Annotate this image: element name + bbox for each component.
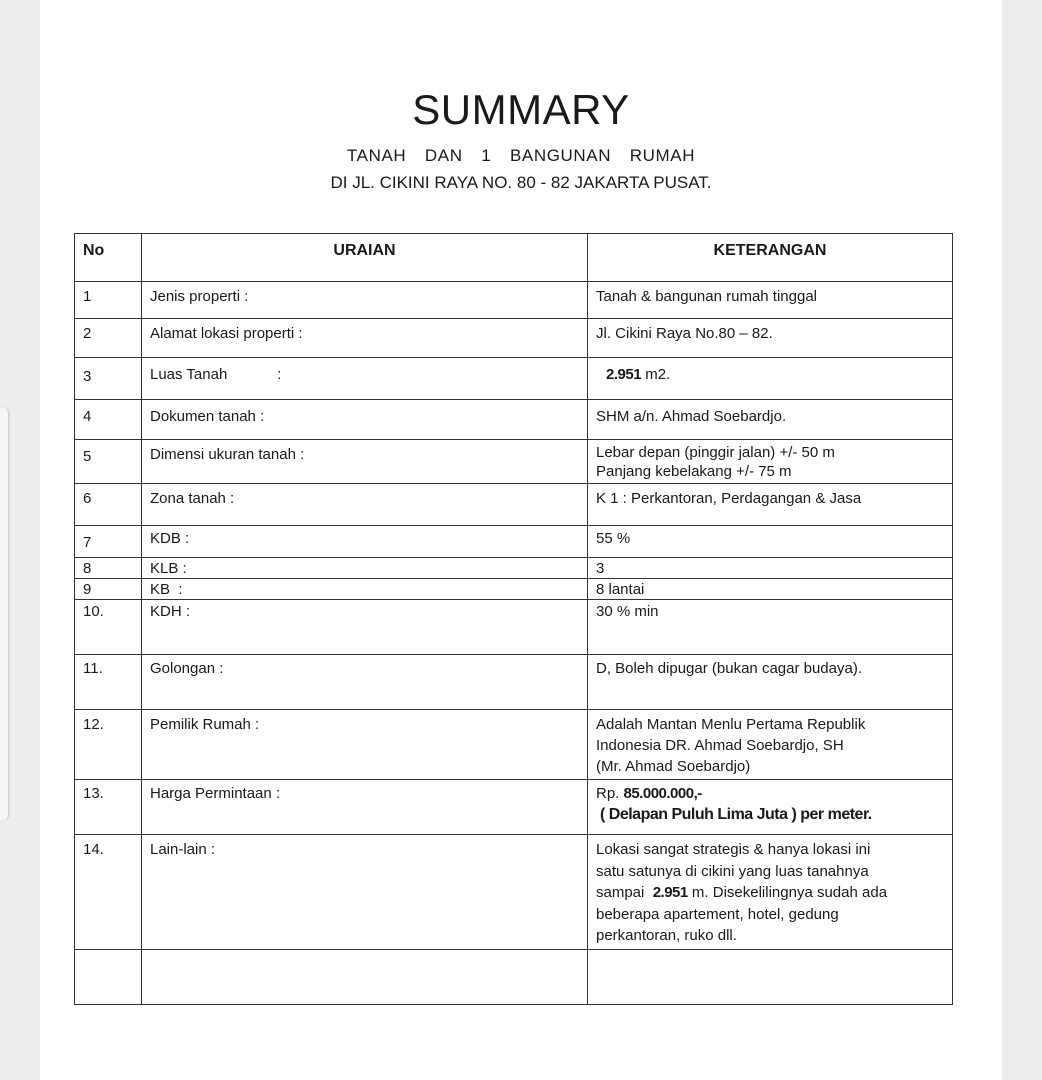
- row-number: 3: [75, 358, 142, 400]
- row-uraian: KDH :: [142, 600, 588, 655]
- table-row: [75, 282, 953, 319]
- row-uraian: Pemilik Rumah :: [142, 710, 588, 780]
- row-keterangan: [588, 558, 953, 579]
- document-subtitle-line1: TANAH DAN 1 BANGUNAN RUMAH: [346, 146, 696, 165]
- table-row: [75, 358, 953, 400]
- keterangan-line: beberapa apartement, hotel, gedung: [596, 905, 839, 923]
- table-row: [75, 440, 953, 484]
- empty-cell: [588, 950, 953, 1005]
- row-uraian: Lain-lain :: [142, 835, 588, 950]
- keterangan-line: Tanah & bangunan rumah tinggal: [596, 288, 818, 305]
- keterangan-line: Lokasi sangat strategis & hanya lokasi ini: [596, 841, 871, 858]
- row-uraian: Jenis properti :: [142, 282, 588, 319]
- keterangan-line: Indonesia DR. Ahmad Soebardjo, SH: [596, 737, 844, 754]
- keterangan-line: Adalah Mantan Menlu Pertama Republik: [596, 716, 866, 733]
- row-uraian: Alamat lokasi properti :: [142, 319, 588, 358]
- keterangan-line: (Mr. Ahmad Soebardjo): [596, 758, 751, 775]
- row-uraian: KLB :: [142, 558, 588, 579]
- table-row: [75, 579, 953, 600]
- table-row: [75, 710, 953, 780]
- row-number: 5: [75, 440, 142, 484]
- table-row: [75, 400, 953, 440]
- row-uraian: Harga Permintaan :: [142, 780, 588, 835]
- table-row: [75, 558, 953, 579]
- empty-cell: [142, 950, 588, 1005]
- keterangan-line: 30 % min: [596, 603, 659, 620]
- row-number: 13.: [75, 780, 142, 835]
- keterangan-line: D, Boleh dipugar (bukan cagar budaya).: [596, 660, 863, 677]
- row-number: 11.: [75, 655, 142, 710]
- row-number: 4: [75, 400, 142, 440]
- row-number: 1: [75, 282, 142, 319]
- keterangan-line: 55 %: [596, 530, 631, 547]
- row-keterangan: [588, 282, 953, 319]
- row-number: 10.: [75, 600, 142, 655]
- row-keterangan: [588, 579, 953, 600]
- lain-line3-suffix: m. Disekelilingnya sudah ada: [691, 884, 888, 901]
- table-row: [75, 655, 953, 710]
- row-keterangan: [588, 400, 953, 440]
- keterangan-line: 8 lantai: [596, 581, 645, 598]
- keterangan-line: Lebar depan (pinggir jalan) +/- 50 m: [596, 444, 835, 461]
- row-keterangan: [588, 780, 953, 835]
- table-row: [75, 780, 953, 835]
- keterangan-line: [596, 882, 944, 904]
- header-no: No: [75, 234, 142, 282]
- empty-cell: [75, 950, 142, 1005]
- document-subtitle-line2: DI JL. CIKINI RAYA NO. 80 - 82 JAKARTA PUSAT.: [330, 173, 712, 192]
- row-keterangan: [588, 358, 953, 400]
- table-row-empty: [75, 950, 953, 1005]
- row-keterangan: [588, 600, 953, 655]
- table-row: [75, 835, 953, 950]
- row-keterangan: [588, 319, 953, 358]
- row-keterangan: [588, 526, 953, 558]
- row-keterangan: [588, 710, 953, 780]
- row-uraian: KDB :: [142, 526, 588, 558]
- price-words: ( Delapan Puluh Lima Juta ) per meter.: [600, 806, 872, 823]
- row-number: 2: [75, 319, 142, 358]
- document-title: SUMMARY: [412, 86, 630, 133]
- table-header-row: [75, 234, 953, 282]
- table-row: [75, 526, 953, 558]
- luas-tanah-unit: m2.: [645, 366, 671, 383]
- row-number: 12.: [75, 710, 142, 780]
- keterangan-line: K 1 : Perkantoran, Perdagangan & Jasa: [596, 490, 862, 507]
- price-prefix: Rp.: [596, 785, 620, 802]
- luas-tanah-value: 2.951: [606, 366, 642, 383]
- row-uraian: Dimensi ukuran tanah :: [142, 440, 588, 484]
- summary-table: [74, 233, 953, 1005]
- row-keterangan: [588, 440, 953, 484]
- keterangan-line: Panjang kebelakang +/- 75 m: [596, 463, 792, 480]
- header-keterangan: KETERANGAN: [588, 234, 953, 282]
- price-value: 85.000.000,-: [623, 785, 702, 802]
- table-row: [75, 319, 953, 358]
- row-number: 6: [75, 484, 142, 526]
- row-number: 14.: [75, 835, 142, 950]
- row-uraian: Dokumen tanah :: [142, 400, 588, 440]
- keterangan-line: 3: [596, 560, 605, 577]
- price-line: [596, 783, 944, 804]
- row-keterangan: [588, 835, 953, 950]
- row-uraian: Golongan :: [142, 655, 588, 710]
- keterangan-line: satu satunya di cikini yang luas tanahnya: [596, 862, 869, 880]
- header-uraian: URAIAN: [142, 234, 588, 282]
- side-panel-tab[interactable]: [0, 408, 9, 820]
- row-uraian: Zona tanah :: [142, 484, 588, 526]
- table-row: [75, 484, 953, 526]
- keterangan-line: perkantoran, ruko dll.: [596, 927, 737, 944]
- keterangan-line: Jl. Cikini Raya No.80 – 82.: [596, 325, 773, 342]
- row-number: 8: [75, 558, 142, 579]
- row-number: 7: [75, 526, 142, 558]
- row-keterangan: [588, 655, 953, 710]
- row-uraian: Luas Tanah :: [142, 358, 588, 400]
- lain-line3-prefix: sampai: [596, 884, 645, 901]
- table-row: [75, 600, 953, 655]
- row-number: 9: [75, 579, 142, 600]
- row-keterangan: [588, 484, 953, 526]
- row-uraian: KB :: [142, 579, 588, 600]
- keterangan-line: SHM a/n. Ahmad Soebardjo.: [596, 408, 787, 425]
- lain-line3-value: 2.951: [652, 884, 688, 901]
